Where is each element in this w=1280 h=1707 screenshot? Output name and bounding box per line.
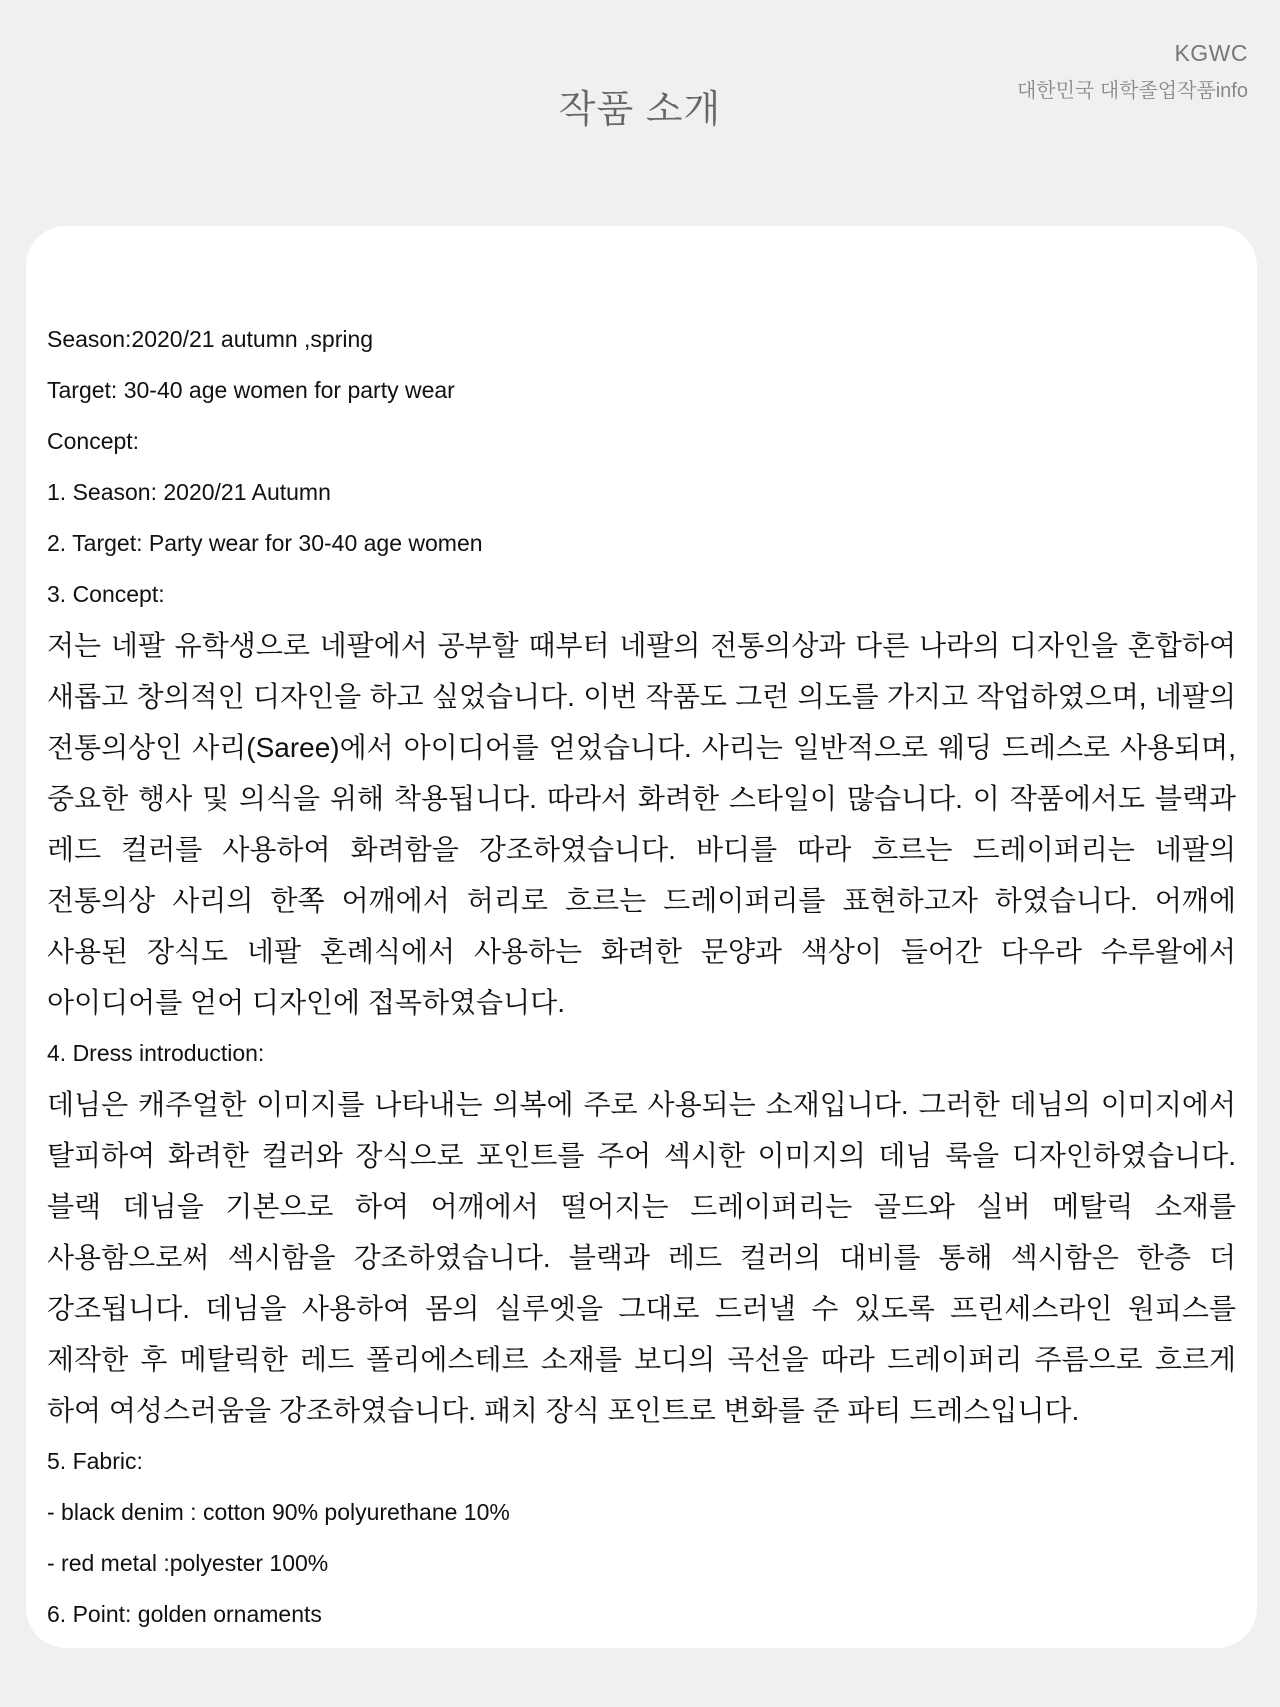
concept-line: Concept: (47, 428, 140, 454)
season-line: Season:2020/21 autumn ,spring (47, 326, 374, 352)
concept-paragraph: 저는 네팔 유학생으로 네팔에서 공부할 때부터 네팔의 전통의상과 다른 나라의 디자인을 혼합하여 새롭고 창의적인 디자인을 하고 싶었습니다. 이번 작품도 그런 의도를 가지고 작업하였으며, 네팔의 전통의상인 사리(Saree)에서 아이디어를 얻었습니다. 사리는 일반적으로 웨딩 드레스로 사용되며, 중요한 행사 및 의식을 위해 착용됩니다. 따라서 화려한 스타일이 많습니다. 이 작품에서도 블랙과 레드 컬러를 사용하여 화려함을 강조하였습니다. 바디를 따라 흐르는 드레이퍼리는 네팔의 전통의상 사리의 한쪽 어깨에서 허리로 흐르는 드레이퍼리를 표현하고자 하였습니다. 어깨에 사용된 장식도 네팔 혼례식에서 사용하는 화려한 문양과 색상이 들어간 다우라 수루왈에서 아이디어를 얻어 디자인에 접목하였습니다. (47, 630, 1236, 1018)
brand-name: KGWC (1174, 40, 1248, 66)
fabric-red-metal: - red metal :polyester 100% (47, 1550, 329, 1576)
item-dress-introduction: 4. Dress introduction: (47, 1040, 265, 1066)
item-fabric: 5. Fabric: (47, 1448, 143, 1474)
item-season: 1. Season: 2020/21 Autumn (47, 479, 331, 505)
fabric-black-denim: - black denim : cotton 90% polyurethane 10% (47, 1499, 510, 1525)
dress-paragraph: 데님은 캐주얼한 이미지를 나타내는 의복에 주로 사용되는 소재입니다. 그러한 데님의 이미지에서 탈피하여 화려한 컬러와 장식으로 포인트를 주어 섹시한 이미지의 데님 룩을 디자인하였습니다. 블랙 데님을 기본으로 하여 어깨에서 떨어지는 드레이퍼리는 골드와 실버 메탈릭 소재를 사용함으로써 섹시함을 강조하였습니다. 블랙과 레드 컬러의 대비를 통해 섹시함은 한층 더 강조됩니다. 데님을 사용하여 몸의 실루엣을 그대로 드러낼 수 있도록 프린세스라인 원피스를 제작한 후 메탈릭한 레드 폴리에스테르 소재를 보디의 곡선을 따라 드레이퍼리 주름으로 흐르게 하여 여성스러움을 강조하였습니다. 패치 장식 포인트로 변화를 준 파티 드레스입니다. (47, 1089, 1236, 1426)
page-title: 작품 소개 (558, 89, 722, 131)
brand-subtitle: 대한민국 대학졸업작품info (1016, 80, 1248, 102)
item-concept: 3. Concept: (47, 581, 165, 607)
item-point: 6. Point: golden ornaments (47, 1601, 322, 1627)
item-target: 2. Target: Party wear for 30-40 age women (47, 530, 483, 556)
target-line: Target: 30-40 age women for party wear (47, 377, 455, 403)
content-card (26, 226, 1257, 1648)
